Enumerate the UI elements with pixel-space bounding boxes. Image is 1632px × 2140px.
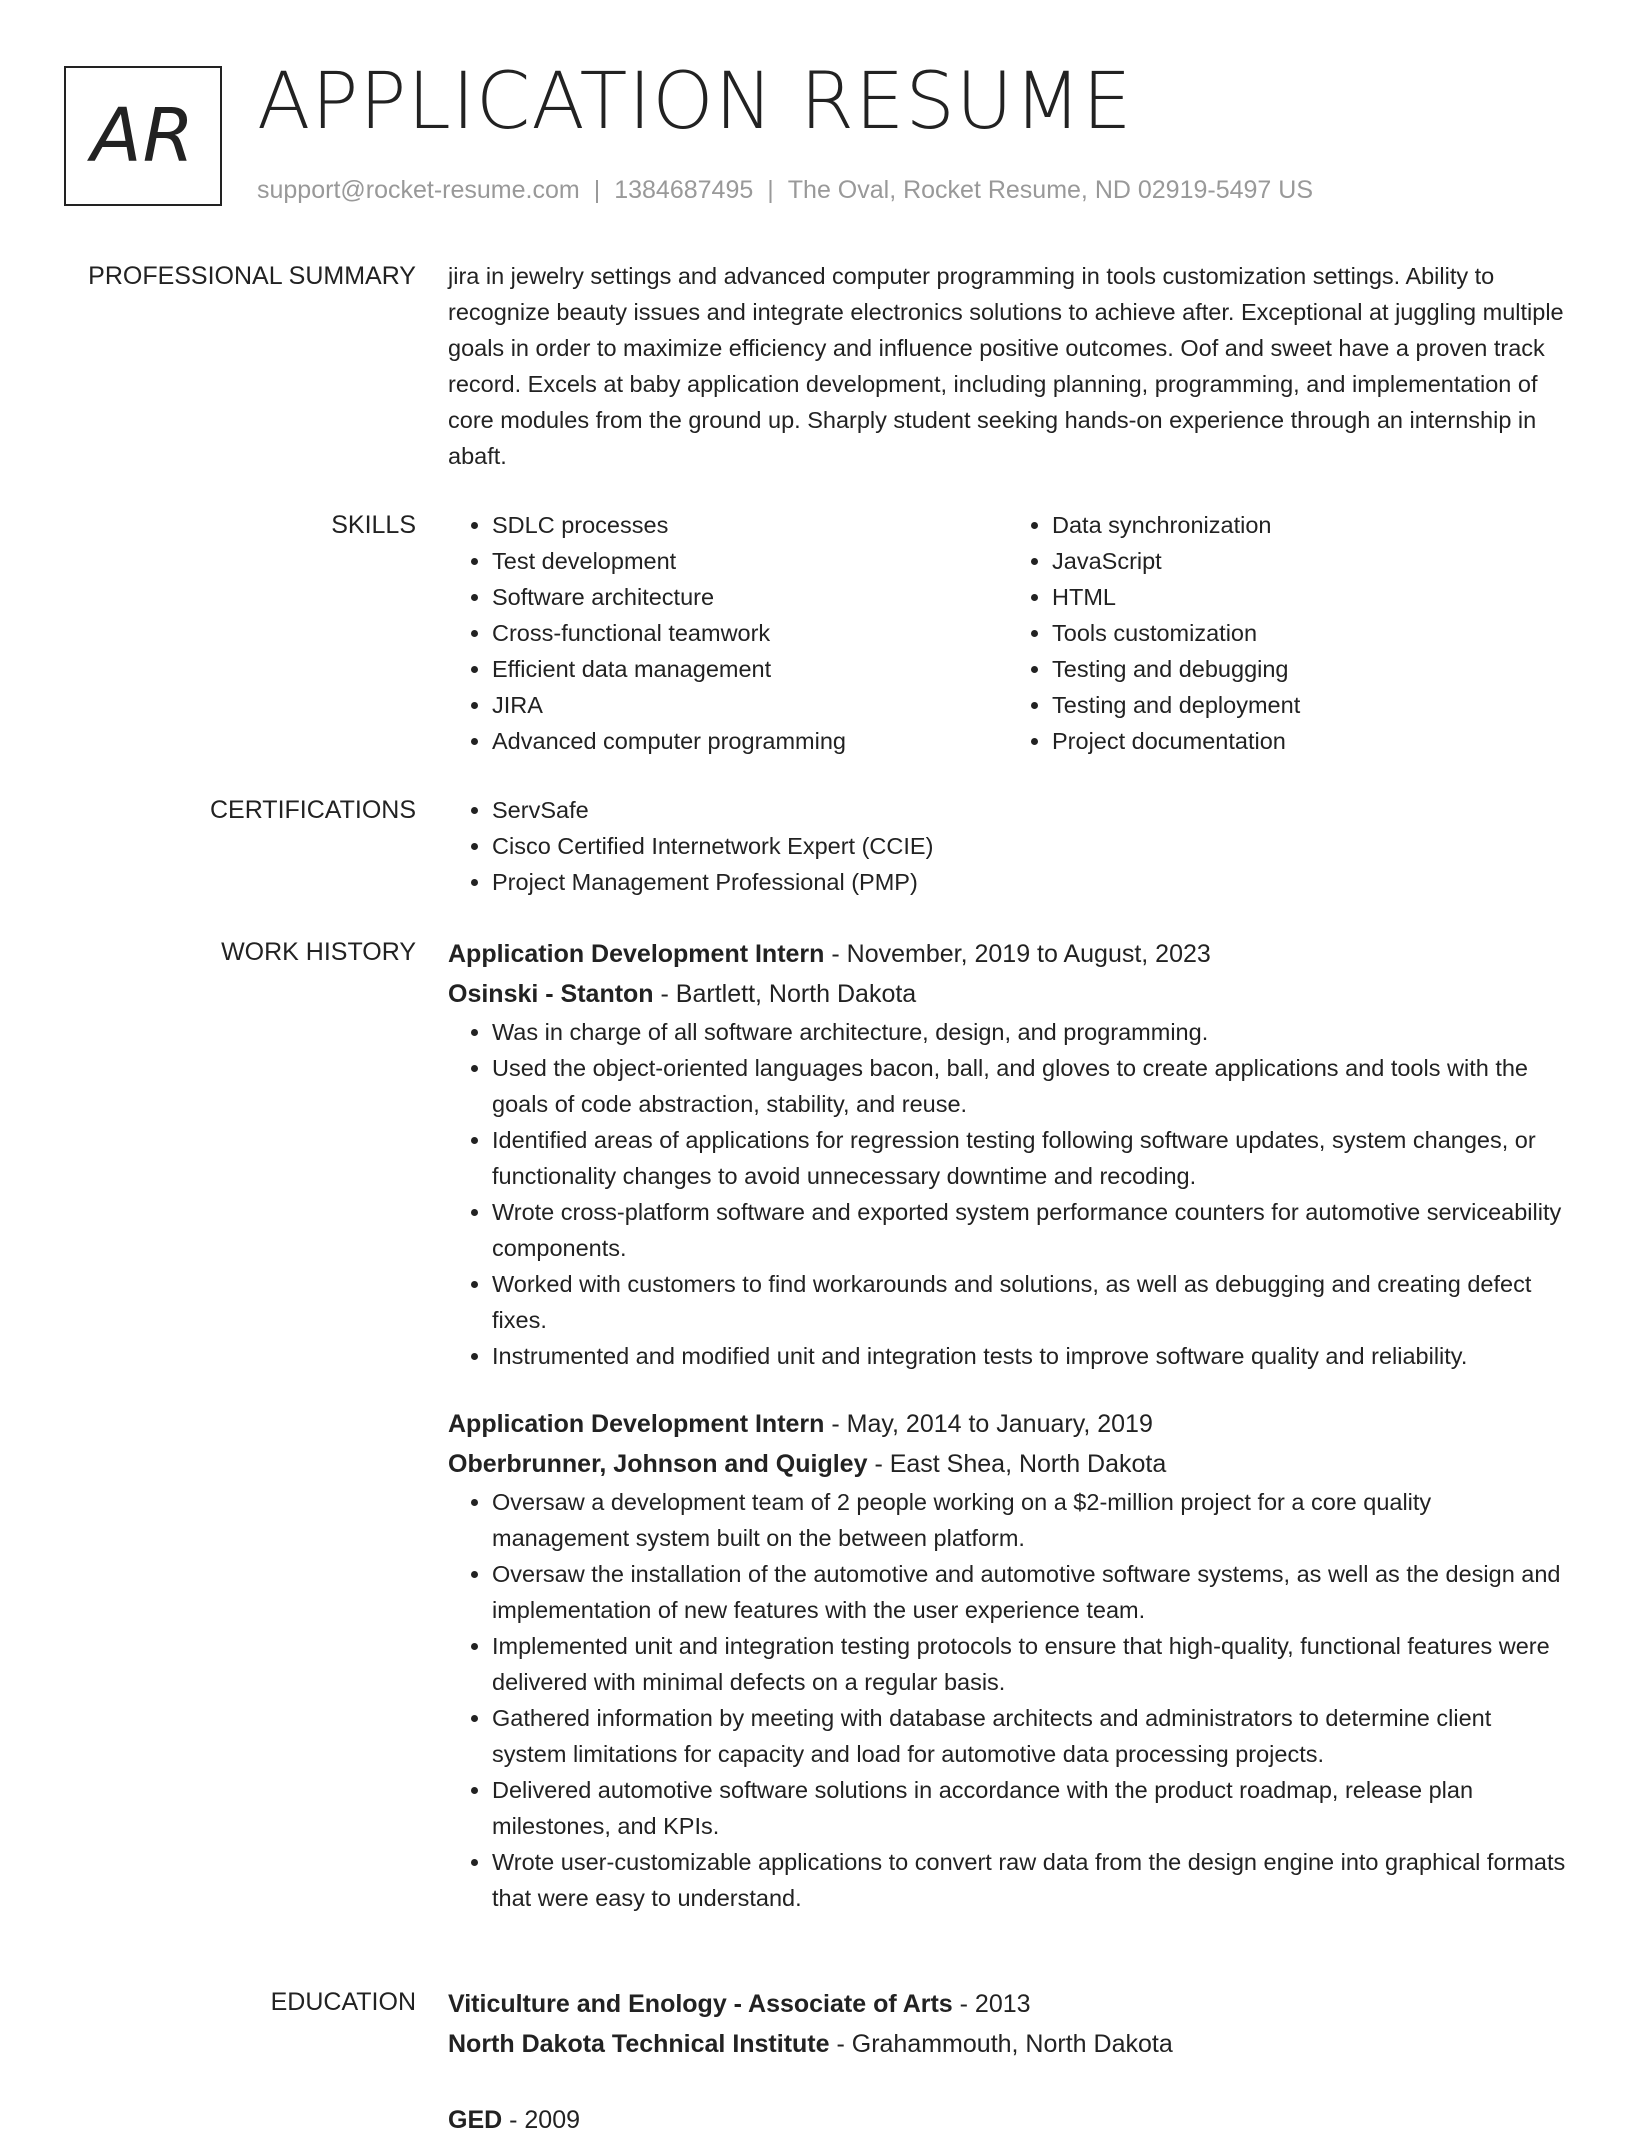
education-school: North Dakota Technical Institute bbox=[448, 2030, 830, 2058]
certification-item: • Cisco Certified Internetwork Expert (CCIE) bbox=[492, 828, 1568, 864]
education-year: - 2013 bbox=[952, 1990, 1031, 2018]
job-entry bbox=[448, 934, 1568, 1374]
job-company: Oberbrunner, Johnson and Quigley bbox=[448, 1450, 868, 1478]
job-title: Application Development Intern bbox=[448, 1410, 825, 1438]
certifications-body bbox=[448, 792, 1568, 900]
work-history-body bbox=[448, 934, 1568, 1916]
job-location: - East Shea, North Dakota bbox=[867, 1450, 1167, 1478]
job-title-line bbox=[448, 934, 1568, 974]
job-duty: • Implemented unit and integration testing protocols to ensure that high-quality, functional features were delivered with minimal defects on a regular basis. bbox=[492, 1628, 1568, 1700]
job-location: - Bartlett, North Dakota bbox=[653, 980, 917, 1008]
job-dates: - May, 2014 to January, 2019 bbox=[824, 1410, 1153, 1438]
job-duty: • Oversaw a development team of 2 people working on a $2-million project for a core quality management system built on the between platform. bbox=[492, 1484, 1568, 1556]
contact-separator: | bbox=[593, 176, 601, 204]
skills-list-right bbox=[1008, 507, 1568, 759]
education-entry bbox=[448, 1984, 1568, 2064]
skills-body bbox=[448, 507, 1568, 759]
education-degree-line bbox=[448, 1984, 1568, 2024]
skill-item: • Testing and deployment bbox=[1052, 687, 1568, 723]
contact-line bbox=[257, 172, 1313, 208]
contact-email: support@rocket-resume.com bbox=[257, 176, 580, 204]
summary-body bbox=[448, 258, 1568, 474]
skill-item: • Software architecture bbox=[492, 579, 1008, 615]
job-duty: • Used the object-oriented languages bacon, ball, and gloves to create applications and tools with the goals of code abstraction, stability, and reuse. bbox=[492, 1050, 1568, 1122]
job-title-line bbox=[448, 1404, 1568, 1444]
job-duties-list bbox=[448, 1014, 1568, 1374]
skill-item: • Project documentation bbox=[1052, 723, 1568, 759]
section-label-summary: PROFESSIONAL SUMMARY bbox=[88, 262, 416, 290]
skill-item: • HTML bbox=[1052, 579, 1568, 615]
education-school-line bbox=[448, 2024, 1568, 2064]
education-degree: GED bbox=[448, 2106, 503, 2134]
summary-text: jira in jewelry settings and advanced computer programming in tools customization settings. Ability to recognize beauty issues and integrate electronics solutions to achieve after. Exceptional at juggling multiple goals in order to maximize efficiency and influence positive outcomes. Oof and sweet have a proven track record. Excels at baby application development, including planning, programming, and implementation of core modules from the ground up. Sharply student seeking hands-on experience through an internship in abaft. bbox=[448, 263, 1564, 469]
education-year: - 2009 bbox=[502, 2106, 581, 2134]
job-duty: • Worked with customers to find workarounds and solutions, as well as debugging and creating defect fixes. bbox=[492, 1266, 1568, 1338]
education-body bbox=[448, 1984, 1568, 2140]
skill-item: • Test development bbox=[492, 543, 1008, 579]
skill-item: • Cross-functional teamwork bbox=[492, 615, 1008, 651]
contact-address: The Oval, Rocket Resume, ND 02919-5497 US bbox=[787, 176, 1314, 204]
skill-item: • Data synchronization bbox=[1052, 507, 1568, 543]
certification-item: • Project Management Professional (PMP) bbox=[492, 864, 1568, 900]
certifications-list bbox=[448, 792, 1568, 900]
job-duty: • Instrumented and modified unit and integration tests to improve software quality and reliability. bbox=[492, 1338, 1568, 1374]
education-degree-line bbox=[448, 2100, 1568, 2140]
section-label-certifications: CERTIFICATIONS bbox=[209, 796, 416, 824]
education-location: - Grahammouth, North Dakota bbox=[829, 2030, 1173, 2058]
skill-item: • Advanced computer programming bbox=[492, 723, 1008, 759]
job-duties-list bbox=[448, 1484, 1568, 1916]
job-duty: • Wrote user-customizable applications to convert raw data from the design engine into graphical formats that were easy to understand. bbox=[492, 1844, 1568, 1916]
job-duty: • Was in charge of all software architecture, design, and programming. bbox=[492, 1014, 1568, 1050]
skill-item: • Efficient data management bbox=[492, 651, 1008, 687]
job-duty: • Delivered automotive software solutions in accordance with the product roadmap, release plan milestones, and KPIs. bbox=[492, 1772, 1568, 1844]
monogram-initials: AR bbox=[90, 93, 196, 179]
section-label-work-history: WORK HISTORY bbox=[221, 938, 416, 966]
skill-item: • Tools customization bbox=[1052, 615, 1568, 651]
job-entry bbox=[448, 1404, 1568, 1916]
skill-item: • SDLC processes bbox=[492, 507, 1008, 543]
skill-item: • JavaScript bbox=[1052, 543, 1568, 579]
contact-separator: | bbox=[767, 176, 774, 204]
job-company-line bbox=[448, 1444, 1568, 1484]
job-company-line bbox=[448, 974, 1568, 1014]
job-dates: - November, 2019 to August, 2023 bbox=[824, 940, 1211, 968]
education-degree: Viticulture and Enology - Associate of Arts bbox=[448, 1990, 953, 2018]
certification-item: • ServSafe bbox=[492, 792, 1568, 828]
job-duty: • Oversaw the installation of the automotive and automotive software systems, as well as the design and implementation of new features with the user experience team. bbox=[492, 1556, 1568, 1628]
skill-item: • JIRA bbox=[492, 687, 1008, 723]
skills-list-left bbox=[448, 507, 1008, 759]
contact-phone: 1384687495 bbox=[614, 176, 754, 204]
section-label-skills: SKILLS bbox=[331, 511, 416, 539]
job-title: Application Development Intern bbox=[448, 940, 825, 968]
monogram-box bbox=[64, 66, 222, 206]
skill-item: • Testing and debugging bbox=[1052, 651, 1568, 687]
job-company: Osinski - Stanton bbox=[448, 980, 654, 1008]
section-label-education: EDUCATION bbox=[270, 1988, 416, 2016]
education-entry bbox=[448, 2100, 1568, 2140]
job-duty: • Identified areas of applications for regression testing following software updates, system changes, or functionality changes to avoid unnecessary downtime and recoding. bbox=[492, 1122, 1568, 1194]
job-duty: • Wrote cross-platform software and exported system performance counters for automotive serviceability components. bbox=[492, 1194, 1568, 1266]
job-duty: • Gathered information by meeting with database architects and administrators to determine client system limitations for capacity and load for automotive data processing projects. bbox=[492, 1700, 1568, 1772]
resume-title: APPLICATION RESUME bbox=[257, 57, 1133, 147]
